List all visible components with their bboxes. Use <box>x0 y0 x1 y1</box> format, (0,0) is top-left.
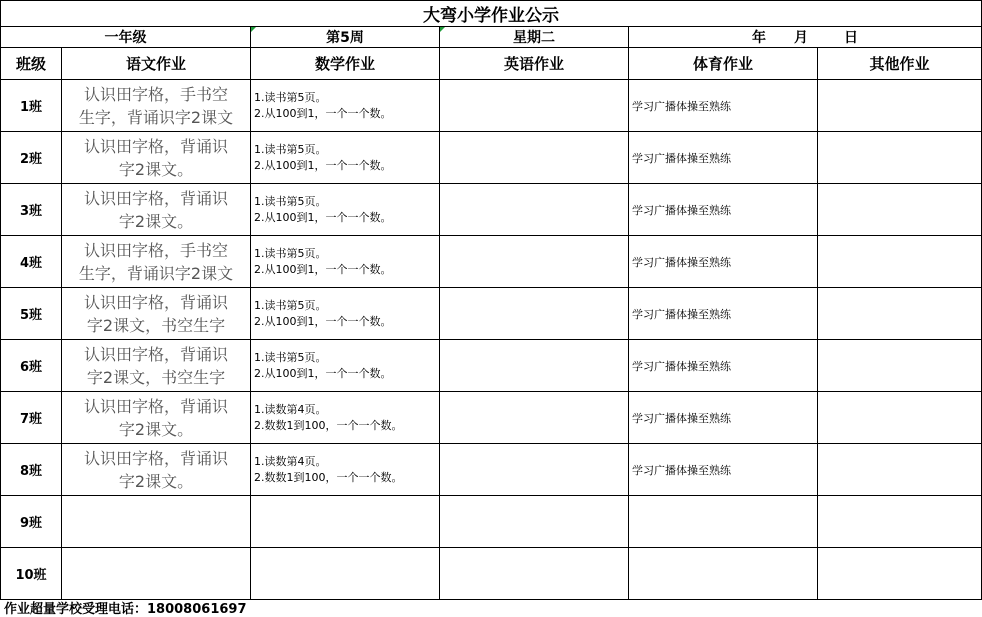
math-line: 2.从100到1，一个一个数。 <box>254 158 392 172</box>
table-row <box>1 288 982 340</box>
math-homework-cell[interactable] <box>251 80 440 132</box>
math-homework-cell[interactable] <box>251 132 440 184</box>
chinese-line: 字2课文，书空生字 <box>86 315 226 335</box>
math-line: 2.从100到1，一个一个数。 <box>254 106 392 120</box>
pe-homework-cell[interactable]: 学习广播体操至熟练 <box>629 444 818 496</box>
table-row <box>1 236 982 288</box>
chinese-homework-cell[interactable] <box>62 184 251 236</box>
pe-homework-cell[interactable] <box>629 548 818 600</box>
other-homework-cell[interactable] <box>818 496 982 548</box>
chinese-homework-cell[interactable] <box>62 236 251 288</box>
math-line: 2.从100到1，一个一个数。 <box>254 366 392 380</box>
english-homework-cell[interactable] <box>440 288 629 340</box>
math-line: 2.从100到1，一个一个数。 <box>254 314 392 328</box>
math-homework-cell[interactable] <box>251 340 440 392</box>
table-row <box>1 340 982 392</box>
english-homework-cell[interactable] <box>440 548 629 600</box>
chinese-homework-cell[interactable] <box>62 288 251 340</box>
header-other[interactable]: 其他作业 <box>818 48 982 80</box>
chinese-homework-cell[interactable] <box>62 392 251 444</box>
chinese-line: 认识田字格，背诵识 <box>83 292 228 312</box>
chinese-line: 字2课文，书空生字 <box>86 367 226 387</box>
chinese-homework-cell[interactable] <box>62 548 251 600</box>
pe-homework-cell[interactable]: 学习广播体操至熟练 <box>629 132 818 184</box>
chinese-homework-cell[interactable] <box>62 444 251 496</box>
pe-homework-cell[interactable]: 学习广播体操至熟练 <box>629 392 818 444</box>
chinese-line: 字2课文。 <box>118 419 194 439</box>
date-day: 日 <box>844 30 859 46</box>
header-chinese[interactable]: 语文作业 <box>62 48 251 80</box>
weekday-cell[interactable]: 星期二 <box>440 27 629 48</box>
math-line: 1.读书第5页。 <box>254 142 327 156</box>
date-month: 月 <box>794 30 809 46</box>
math-line: 2.从100到1，一个一个数。 <box>254 210 392 224</box>
other-homework-cell[interactable] <box>818 548 982 600</box>
chinese-homework-cell[interactable] <box>62 80 251 132</box>
pe-homework-cell[interactable]: 学习广播体操至熟练 <box>629 340 818 392</box>
english-homework-cell[interactable] <box>440 132 629 184</box>
table-row <box>1 496 982 548</box>
other-homework-cell[interactable] <box>818 392 982 444</box>
chinese-line: 字2课文。 <box>118 471 194 491</box>
pe-homework-cell[interactable]: 学习广播体操至熟练 <box>629 80 818 132</box>
table-row <box>1 392 982 444</box>
table-row <box>1 184 982 236</box>
chinese-line: 认识田字格，手书空 <box>83 240 228 260</box>
class-cell[interactable]: 6班 <box>1 340 62 392</box>
other-homework-cell[interactable] <box>818 132 982 184</box>
math-homework-cell[interactable] <box>251 444 440 496</box>
chinese-line: 字2课文。 <box>118 159 194 179</box>
chinese-line: 认识田字格，背诵识 <box>83 344 228 364</box>
other-homework-cell[interactable] <box>818 184 982 236</box>
english-homework-cell[interactable] <box>440 340 629 392</box>
chinese-line: 认识田字格，背诵识 <box>83 188 228 208</box>
chinese-homework-cell[interactable] <box>62 340 251 392</box>
class-cell[interactable]: 4班 <box>1 236 62 288</box>
math-homework-cell[interactable] <box>251 392 440 444</box>
pe-homework-cell[interactable] <box>629 496 818 548</box>
class-cell[interactable]: 10班 <box>1 548 62 600</box>
pe-homework-cell[interactable]: 学习广播体操至熟练 <box>629 236 818 288</box>
class-cell[interactable]: 1班 <box>1 80 62 132</box>
english-homework-cell[interactable] <box>440 80 629 132</box>
chinese-line: 认识田字格，背诵识 <box>83 448 228 468</box>
math-line: 2.数数1到100，一个一个数。 <box>254 470 403 484</box>
other-homework-cell[interactable] <box>818 444 982 496</box>
date-year: 年 <box>752 30 767 46</box>
complaint-hotline: 作业超量学校受理电话：18008061697 <box>4 602 247 617</box>
table-row <box>1 548 982 600</box>
chinese-homework-cell[interactable] <box>62 496 251 548</box>
math-line: 1.读书第5页。 <box>254 246 327 260</box>
sheet-title[interactable]: 大弯小学作业公示 <box>1 1 982 27</box>
math-line: 1.读数第4页。 <box>254 402 327 416</box>
other-homework-cell[interactable] <box>818 288 982 340</box>
chinese-line: 认识田字格，背诵识 <box>83 396 228 416</box>
math-line: 2.数数1到100，一个一个数。 <box>254 418 403 432</box>
english-homework-cell[interactable] <box>440 496 629 548</box>
math-homework-cell[interactable] <box>251 548 440 600</box>
header-math[interactable]: 数学作业 <box>251 48 440 80</box>
math-homework-cell[interactable] <box>251 496 440 548</box>
header-pe[interactable]: 体育作业 <box>629 48 818 80</box>
other-homework-cell[interactable] <box>818 80 982 132</box>
other-homework-cell[interactable] <box>818 340 982 392</box>
table-row <box>1 444 982 496</box>
chinese-line: 认识田字格，手书空 <box>83 84 228 104</box>
chinese-line: 认识田字格，背诵识 <box>83 136 228 156</box>
week-cell[interactable]: 第5周 <box>251 27 440 48</box>
pe-homework-cell[interactable]: 学习广播体操至熟练 <box>629 184 818 236</box>
english-homework-cell[interactable] <box>440 444 629 496</box>
math-homework-cell[interactable] <box>251 236 440 288</box>
date-cell[interactable] <box>629 27 982 48</box>
class-cell[interactable]: 9班 <box>1 496 62 548</box>
header-class[interactable]: 班级 <box>1 48 62 80</box>
math-line: 2.从100到1，一个一个数。 <box>254 262 392 276</box>
math-homework-cell[interactable] <box>251 184 440 236</box>
math-line: 1.读书第5页。 <box>254 350 327 364</box>
pe-homework-cell[interactable]: 学习广播体操至熟练 <box>629 288 818 340</box>
class-cell[interactable]: 3班 <box>1 184 62 236</box>
math-line: 1.读书第5页。 <box>254 90 327 104</box>
english-homework-cell[interactable] <box>440 392 629 444</box>
chinese-line: 生字，背诵识字2课文 <box>78 107 234 127</box>
math-line: 1.读书第5页。 <box>254 298 327 312</box>
english-homework-cell[interactable] <box>440 236 629 288</box>
math-line: 1.读数第4页。 <box>254 454 327 468</box>
class-cell[interactable]: 2班 <box>1 132 62 184</box>
grade-cell[interactable]: 一年级 <box>1 27 251 48</box>
table-row <box>1 80 982 132</box>
english-homework-cell[interactable] <box>440 184 629 236</box>
header-english[interactable]: 英语作业 <box>440 48 629 80</box>
chinese-homework-cell[interactable] <box>62 132 251 184</box>
math-line: 1.读书第5页。 <box>254 194 327 208</box>
chinese-line: 生字，背诵识字2课文 <box>78 263 234 283</box>
math-homework-cell[interactable] <box>251 288 440 340</box>
class-cell[interactable]: 5班 <box>1 288 62 340</box>
other-homework-cell[interactable] <box>818 236 982 288</box>
chinese-line: 字2课文。 <box>118 211 194 231</box>
table-row <box>1 132 982 184</box>
class-cell[interactable]: 8班 <box>1 444 62 496</box>
class-cell[interactable]: 7班 <box>1 392 62 444</box>
